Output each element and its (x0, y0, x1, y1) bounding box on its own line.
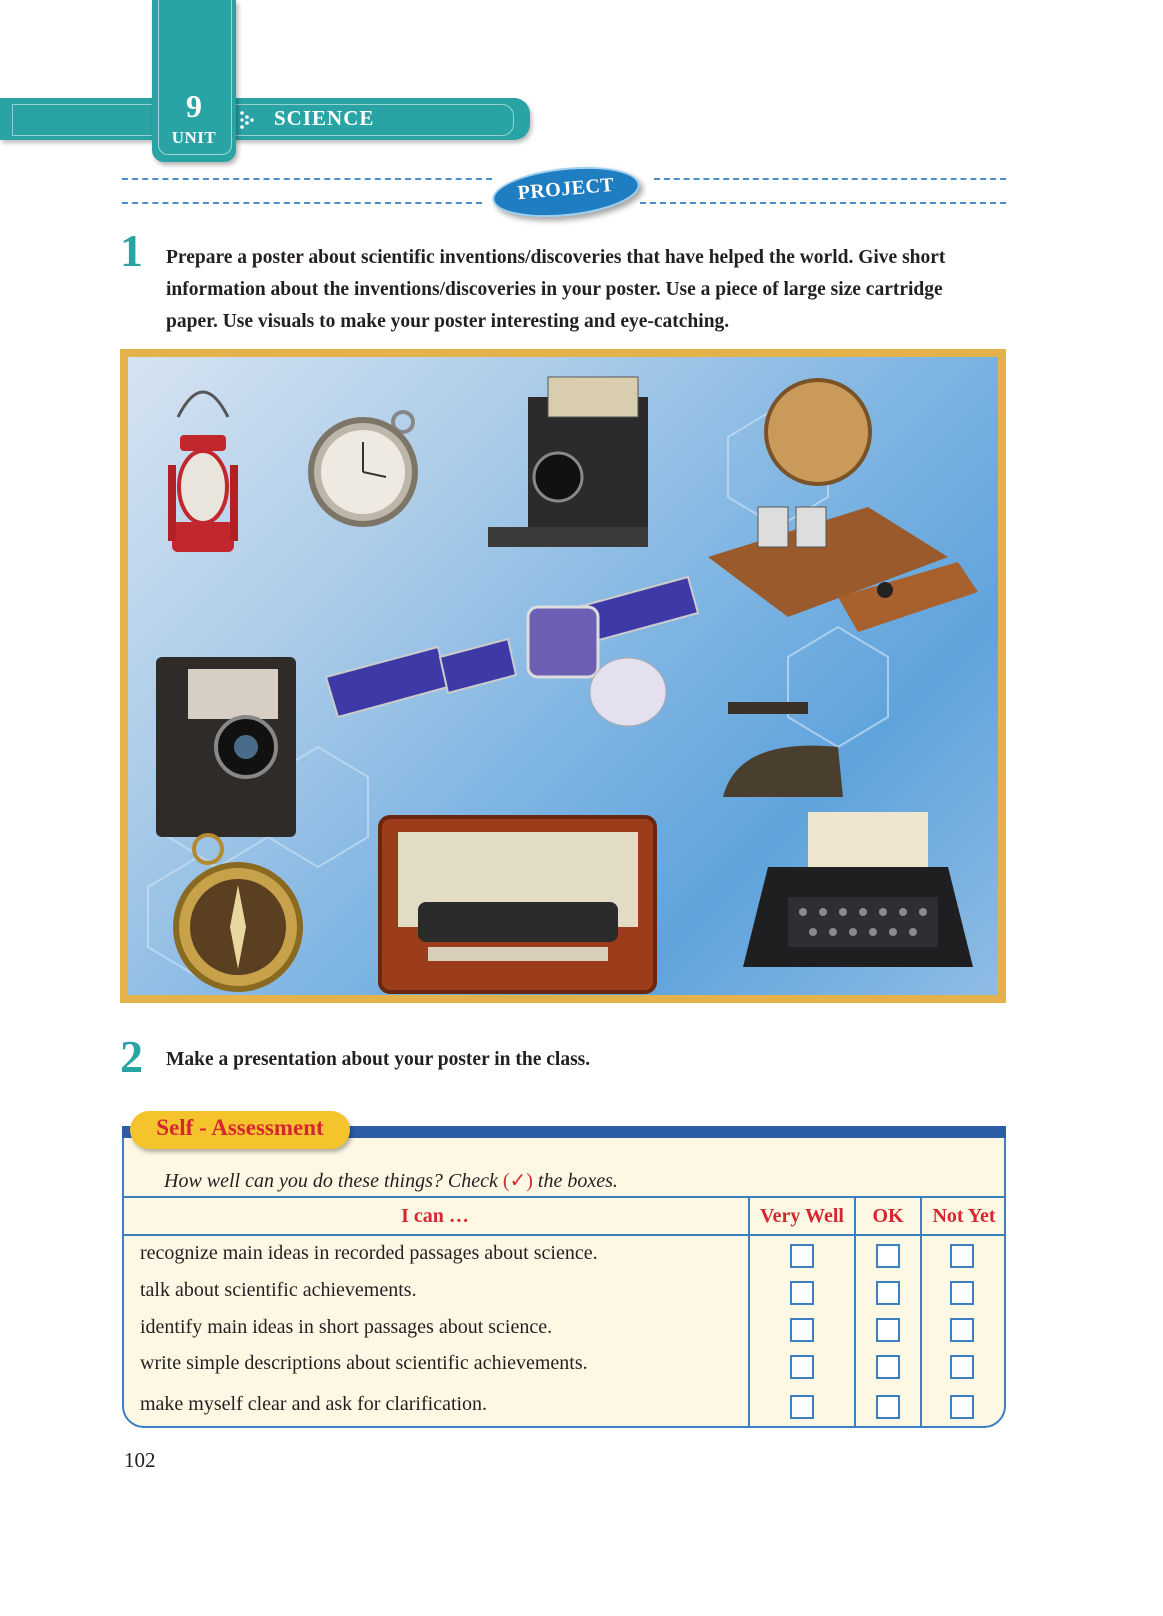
check-mark-icon: (✓) (502, 1170, 533, 1192)
unit-number: 9 (186, 88, 202, 124)
unit-banner-border (12, 104, 514, 136)
very-well-checkbox[interactable] (790, 1318, 814, 1342)
divider-right-bottom (640, 202, 1006, 204)
table-header-bottom-rule (122, 1234, 1006, 1236)
radio-icon (380, 817, 655, 992)
instruction-text: How well can you do these things? Check (164, 1170, 503, 1192)
very-well-checkbox[interactable] (790, 1355, 814, 1379)
task-line: Prepare a poster about scientific inventions/discoveries that have helped the world. Give short (166, 247, 946, 268)
ok-checkbox[interactable] (876, 1395, 900, 1419)
column-header-very-well: Very Well (760, 1205, 844, 1227)
instruction-text: the boxes. (532, 1170, 618, 1192)
column-header-not-yet: Not Yet (932, 1205, 996, 1227)
task-number: 1 (120, 225, 143, 276)
divider-left-top (122, 178, 492, 180)
satellite-icon (326, 577, 698, 726)
task-line: Make a presentation about your poster in the class. (166, 1049, 591, 1070)
assessment-row-text: talk about scientific achievements. (140, 1279, 417, 1301)
table-col-divider (854, 1196, 856, 1428)
self-assessment-instruction (164, 1168, 618, 1193)
not-yet-checkbox[interactable] (950, 1244, 974, 1268)
ok-checkbox[interactable] (876, 1318, 900, 1342)
task-line: information about the inventions/discoveries in your poster. Use a piece of large size cartridge (166, 279, 943, 300)
not-yet-checkbox[interactable] (950, 1318, 974, 1342)
typewriter-icon (743, 812, 973, 967)
assessment-row-text: recognize main ideas in recorded passages about science. (140, 1242, 598, 1264)
ok-checkbox[interactable] (876, 1355, 900, 1379)
table-header-top-rule (122, 1196, 1006, 1198)
column-header-i-can: I can … (401, 1205, 469, 1227)
table-col-divider (748, 1196, 750, 1428)
not-yet-checkbox[interactable] (950, 1355, 974, 1379)
divider-right-top (654, 178, 1006, 180)
pocket-watch-icon (311, 412, 415, 524)
ok-checkbox[interactable] (876, 1244, 900, 1268)
task-text (166, 242, 1016, 338)
self-assessment-title: Self - Assessment (156, 1115, 324, 1140)
unit-label: UNIT (171, 128, 217, 147)
dotted-chevron-icon (238, 110, 258, 134)
very-well-checkbox[interactable] (790, 1395, 814, 1419)
table-col-divider (920, 1196, 922, 1428)
task-number: 2 (120, 1031, 143, 1082)
poster-image (128, 357, 998, 995)
lantern-icon (168, 392, 238, 552)
bellows-camera-icon (488, 377, 648, 547)
not-yet-checkbox[interactable] (950, 1281, 974, 1305)
very-well-checkbox[interactable] (790, 1244, 814, 1268)
column-header-ok: OK (872, 1205, 904, 1227)
project-label: PROJECT (516, 173, 616, 205)
assessment-row-text: identify main ideas in short passages about science. (140, 1316, 553, 1338)
ok-checkbox[interactable] (876, 1281, 900, 1305)
page-number: 102 (124, 1448, 156, 1472)
flat-iron-icon (723, 702, 843, 797)
not-yet-checkbox[interactable] (950, 1395, 974, 1419)
assessment-row-text: write simple descriptions about scientific achievements. (140, 1352, 588, 1374)
task-line: paper. Use visuals to make your poster interesting and eye-catching. (166, 311, 730, 332)
very-well-checkbox[interactable] (790, 1281, 814, 1305)
box-camera-icon (156, 657, 296, 837)
unit-title: SCIENCE (274, 106, 375, 130)
divider-left-bottom (122, 202, 482, 204)
telegraph-icon (708, 380, 978, 632)
assessment-row-text: make myself clear and ask for clarification. (140, 1393, 488, 1415)
